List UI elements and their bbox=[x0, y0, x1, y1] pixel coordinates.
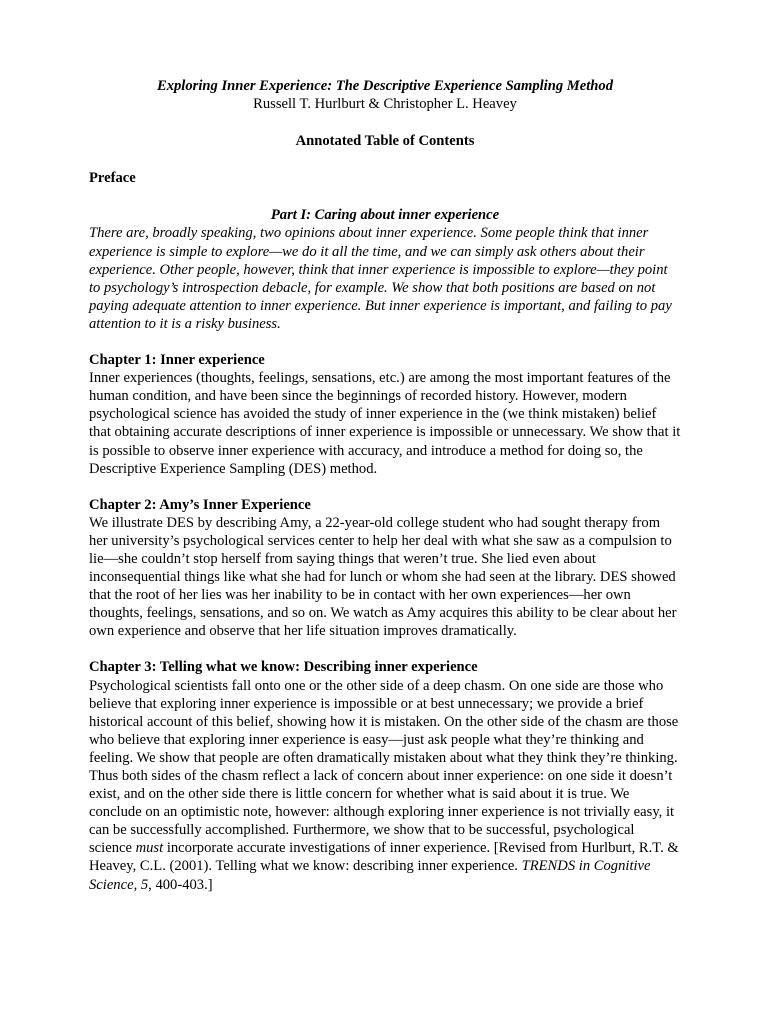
document-authors: Russell T. Hurlburt & Christopher L. Heavey bbox=[253, 96, 517, 113]
chapter-2-description: We illustrate DES by describing Amy, a 22-year-old college student who had sought therapy from her university’s psychological services center to help her deal with what she saw as a compulsion to lie—she couldn’t stop herself from saying things that weren’t true. She lied even about inconsequential things like what she had for lunch or whom she had seen at the library. DES showed that the root of her lies was her inability to be in contact with her own experiences—her own thoughts, feelings, sensations, and so on. We watch as Amy acquires this ability to be clear about her own experience and observe that her life situation improves dramatically. bbox=[89, 514, 677, 640]
chapter-1 bbox=[89, 351, 681, 478]
chapter-1-title: Chapter 1: Inner experience bbox=[89, 352, 265, 369]
chapter-2-title: Chapter 2: Amy’s Inner Experience bbox=[89, 496, 311, 513]
chapter-2 bbox=[89, 496, 681, 641]
toc-heading: Annotated Table of Contents bbox=[295, 133, 475, 150]
chapter-3-description bbox=[89, 677, 681, 894]
part1-description: There are, broadly speaking, two opinions about inner experience. Some people think that inner experience is simple to explore—we do it all the time, and we can simply ask others about their experience. Other people, however, think that inner experience is impossible to explore—they point to psychology’s introspection debacle, for example. We show that both positions are based on not paying adequate attention to inner experience. But inner experience is important, and failing to pay attention to it is a risky business. bbox=[89, 225, 672, 332]
chapter-3-emphasis: must bbox=[135, 840, 164, 857]
document-title: Exploring Inner Experience: The Descriptive Experience Sampling Method bbox=[156, 78, 614, 94]
chapter-3-description-text-2: incorporate accurate investigations of inner experience. [Revised from Hurlburt, R.T. & Heavey, C.L. (2001). Telling what we know: describing inner experience. bbox=[89, 840, 679, 875]
chapter-3-description-text-1: Psychological scientists fall onto one or the other side of a deep chasm. On one side are those who believe that exploring inner experience is impossible or at best unnecessary; we provide a brief historical account of this belief, showing how it is mistaken. On the other side of the chasm are those who believe that exploring inner experience is easy—just ask people what they’re thinking and feeling. We show that people are often dramatically mistaken about what they think they’re thinking. Thus both sides of the chasm reflect a lack of concern about inner experience: on one side it doesn’t exist, and on the other side there is little concern for whether what is said about it is true. We conclude on an optimistic note, however: although exploring inner experience is not trivially easy, it can be successfully accomplished. Furthermore, we show that to be successful, psychological science bbox=[89, 677, 679, 857]
part1-heading: Part I: Caring about inner experience bbox=[270, 207, 500, 224]
chapter-3-citation-journal: TRENDS in Cognitive Science bbox=[89, 858, 651, 893]
chapter-3-title: Chapter 3: Telling what we know: Describing inner experience bbox=[89, 659, 478, 676]
preface-heading: Preface bbox=[89, 170, 136, 187]
chapter-3-citation-volume: 5 bbox=[140, 876, 149, 893]
chapter-3-citation-pages: , 400-403.] bbox=[148, 876, 213, 893]
chapter-3-citation-separator: , bbox=[133, 876, 141, 893]
chapter-1-description: Inner experiences (thoughts, feelings, sensations, etc.) are among the most important features of the human condition, and have been since the beginnings of recorded history. However, modern psychological science has avoided the study of inner experience in the (we think mistaken) belief that obtaining accurate descriptions of inner experience is impossible or unnecessary. We show that it is possible to observe inner experience with accuracy, and introduce a method for doing so, the Descriptive Experience Sampling (DES) method. bbox=[89, 370, 681, 477]
chapter-3 bbox=[89, 658, 681, 893]
document-page bbox=[89, 70, 681, 894]
